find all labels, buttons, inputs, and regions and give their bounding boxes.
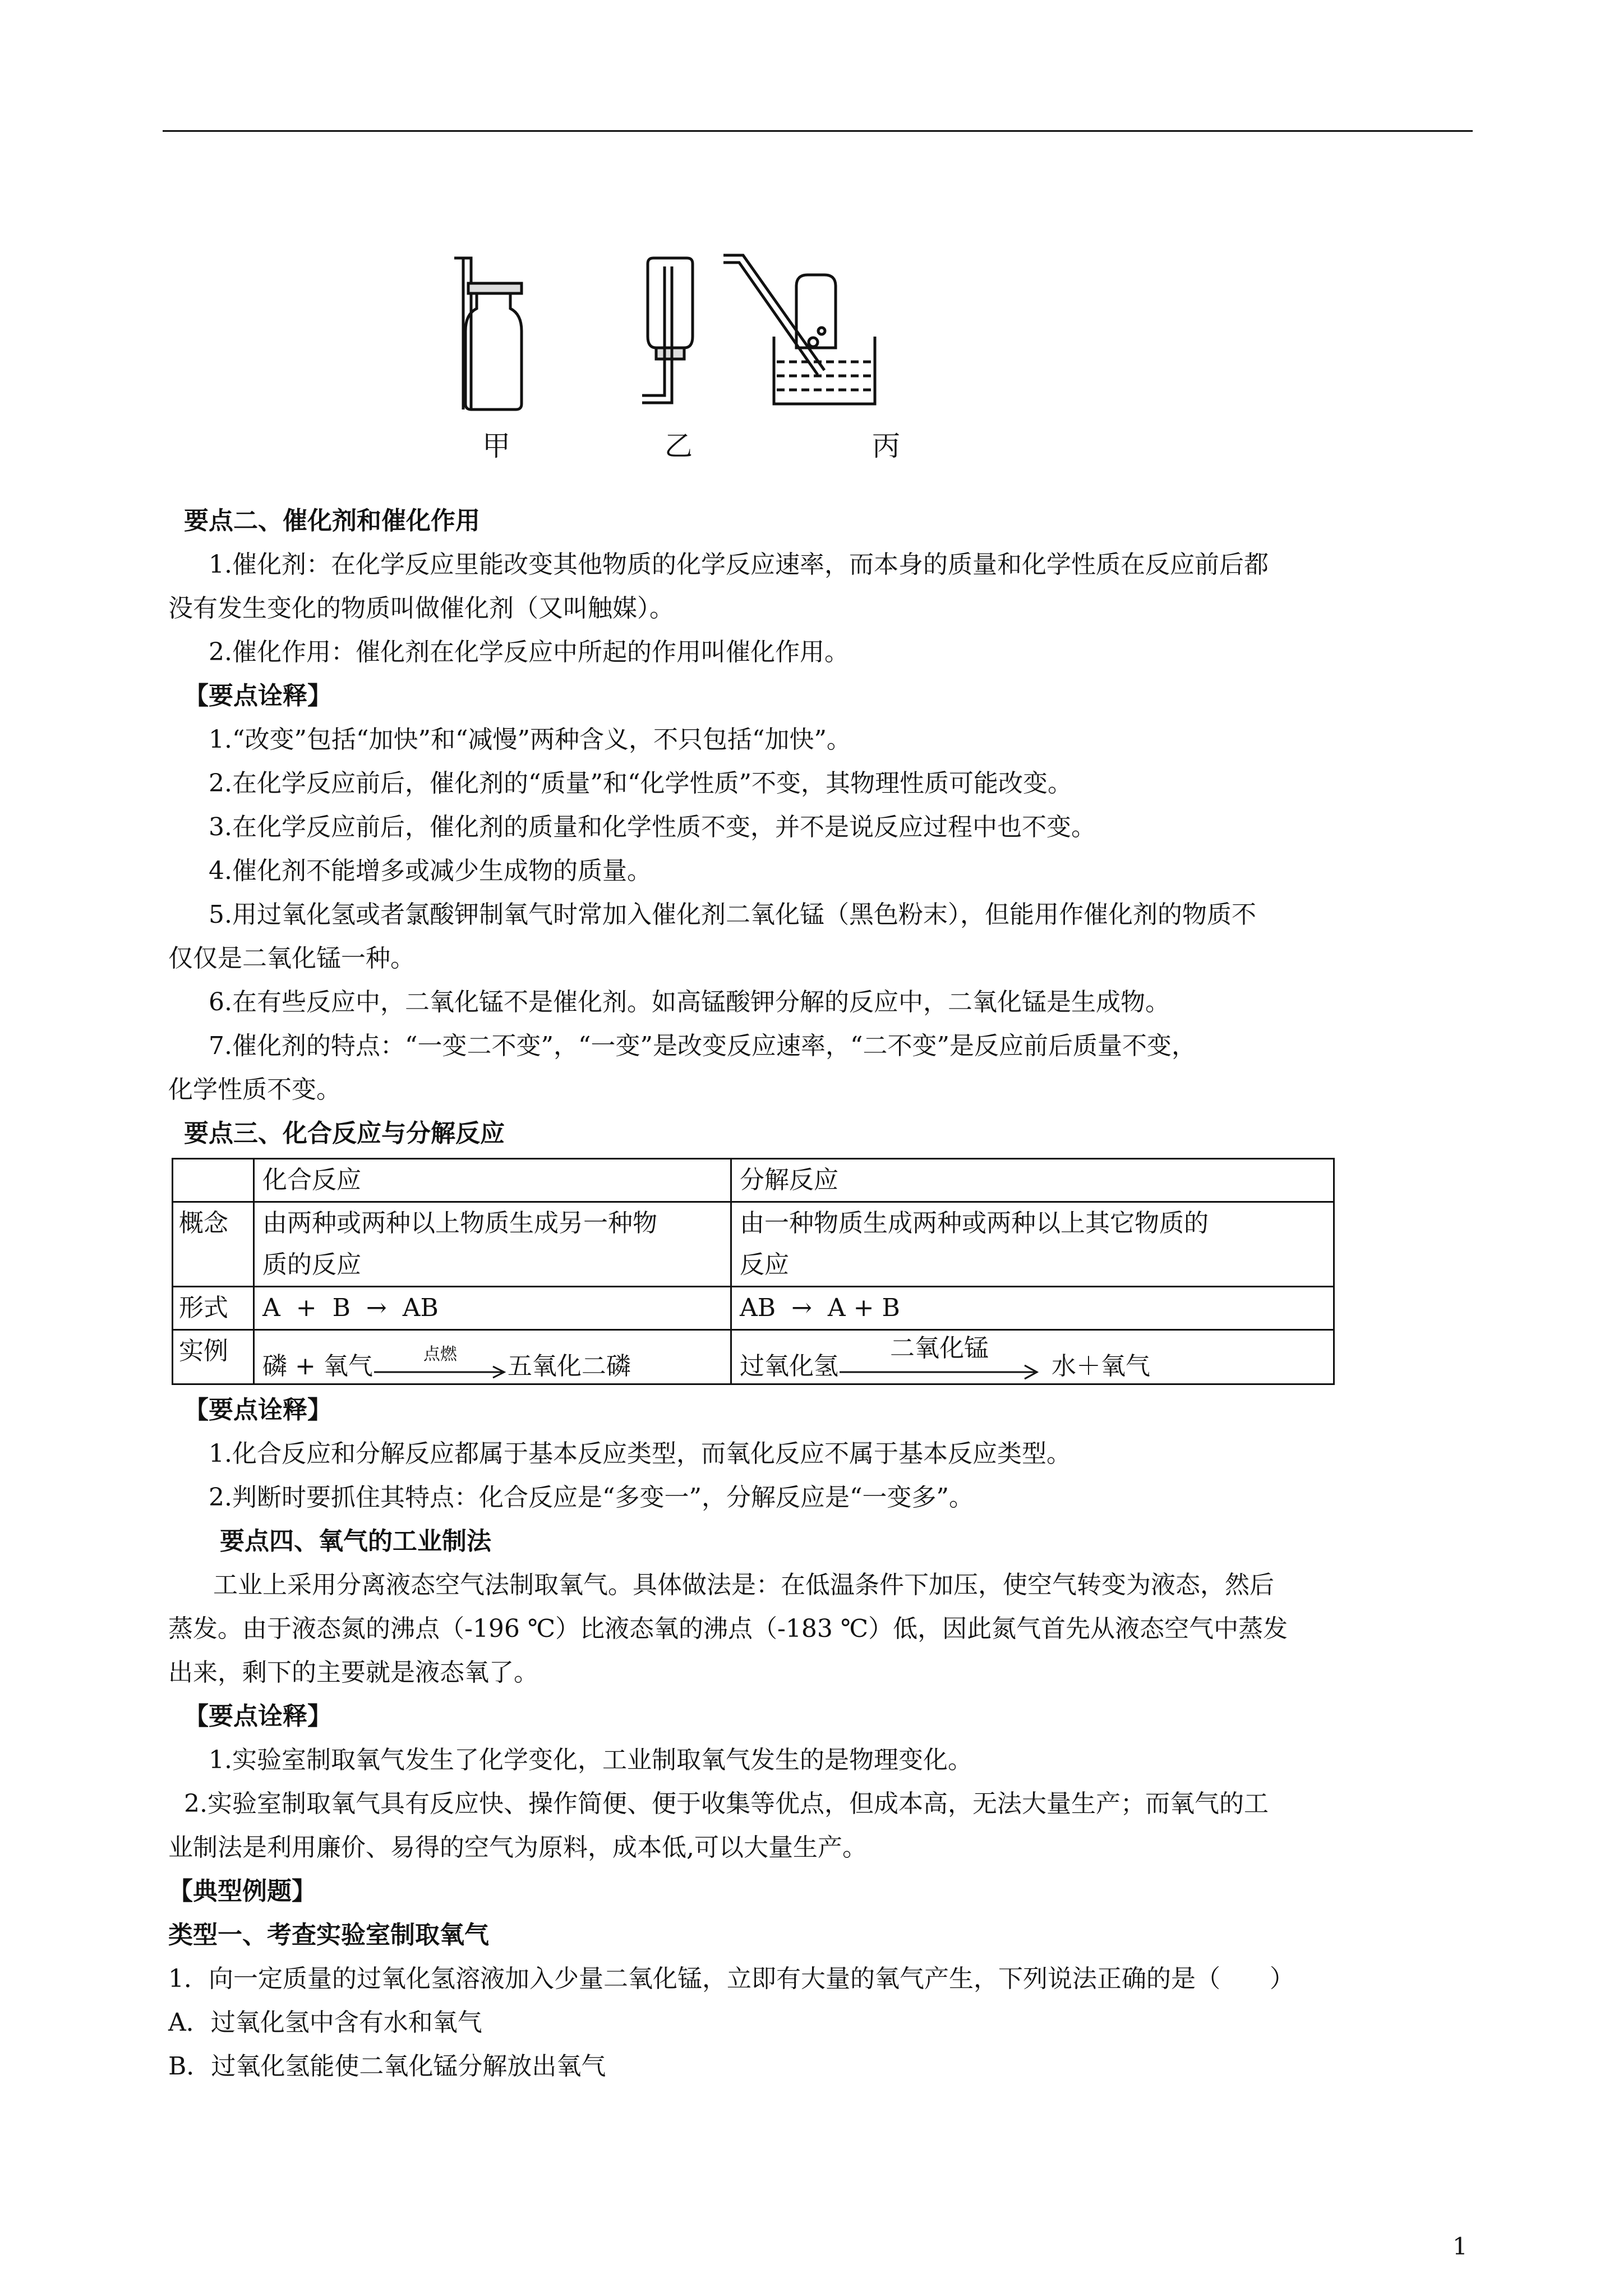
- decomposition-condition: 二氧化锰: [890, 1334, 989, 1363]
- header-rule: [163, 130, 1473, 132]
- form-decomposition: AB → A + B: [731, 1287, 1334, 1330]
- page-number: 1: [1453, 2233, 1468, 2260]
- section3-notes-title: 【要点诠释】: [184, 1396, 332, 1424]
- section4-notes-title: 【要点诠释】: [184, 1702, 332, 1731]
- decomposition-arrow: [838, 1334, 1040, 1383]
- section2-notes-title: 【要点诠释】: [184, 682, 332, 710]
- section2-note6: 6.在有些反应中，二氧化锰不是催化剂。如高锰酸钾分解的反应中，二氧化锰是生成物。: [209, 988, 1170, 1016]
- concept-decomposition-line1: 由一种物质生成两种或两种以上其它物质的: [740, 1209, 1209, 1237]
- gas-collection-figure: [432, 241, 993, 482]
- combination-product: 五氧化二磷: [507, 1352, 631, 1381]
- section2-title: 要点二、催化剂和催化作用: [184, 507, 480, 535]
- section2-note7-line1: 7.催化剂的特点：“一变二不变”，“一变”是改变反应速率，“二不变”是反应前后质量不变，: [209, 1032, 1196, 1060]
- section2-note5-line1: 5.用过氧化氢或者氯酸钾制氧气时常加入催化剂二氧化锰（黑色粉末），但能用作催化剂的物质不: [209, 900, 1256, 929]
- section3-note2: 2.判断时要抓住其特点：化合反应是“多变一”，分解反应是“一变多”。: [209, 1483, 974, 1512]
- question-1-option-a: A．过氧化氢中含有水和氧气: [168, 2008, 482, 2037]
- section2-note4: 4.催化剂不能增多或减少生成物的质量。: [209, 857, 652, 885]
- section4-note2-line1: 2.实验室制取氧气具有反应快、操作简便、便于收集等优点，但成本高，无法大量生产；而氧气的工: [184, 1789, 1269, 1818]
- section3-note1: 1.化合反应和分解反应都属于基本反应类型，而氧化反应不属于基本反应类型。: [209, 1439, 1071, 1468]
- section4-note1: 1.实验室制取氧气发生了化学变化，工业制取氧气发生的是物理变化。: [209, 1746, 972, 1774]
- section4-p-line2: 蒸发。由于液态氮的沸点（-196 ℃）比液态氧的沸点（-183 ℃）低，因此氮气首先从液态空气中蒸发: [168, 1614, 1288, 1643]
- concept-decomposition-line2: 反应: [740, 1250, 789, 1279]
- section2-note3: 3.在化学反应前后，催化剂的质量和化学性质不变，并不是说反应过程中也不变。: [209, 813, 1096, 841]
- type1-title: 类型一、考查实验室制取氧气: [168, 1921, 489, 1949]
- section3-title: 要点三、化合反应与分解反应: [184, 1119, 505, 1148]
- section4-p-line3: 出来，剩下的主要就是液态氧了。: [168, 1658, 538, 1687]
- form-combination: A + B → AB: [254, 1287, 731, 1330]
- concept-combination-cell: [254, 1202, 731, 1287]
- section4-note2-line2: 业制法是利用廉价、易得的空气为原料，成本低,可以大量生产。: [168, 1833, 867, 1862]
- section4-p-line1: 工业上采用分离液态空气法制取氧气。具体做法是：在低温条件下加压，使空气转变为液态，然后: [213, 1571, 1274, 1599]
- decomposition-products: 水＋氧气: [1052, 1352, 1150, 1381]
- combination-arrow: [373, 1345, 508, 1383]
- combination-condition: 点燃: [423, 1345, 457, 1364]
- reaction-type-table: [172, 1158, 1335, 1385]
- row-label-example: 实例: [173, 1330, 254, 1384]
- table-header-row: [173, 1159, 1334, 1202]
- section2-p2: 2.催化作用：催化剂在化学反应中所起的作用叫催化作用。: [209, 638, 849, 666]
- section4-title: 要点四、氧气的工业制法: [220, 1527, 491, 1556]
- concept-combination-line1: 由两种或两种以上物质生成另一种物: [262, 1209, 657, 1237]
- question-1-option-b: B．过氧化氢能使二氧化锰分解放出氧气: [168, 2052, 606, 2081]
- section2-p1-line2: 没有发生变化的物质叫做催化剂（又叫触媒）。: [168, 594, 674, 623]
- question-1: 1．向一定质量的过氧化氢溶液加入少量二氧化锰，立即有大量的氧气产生，下列说法正确的是（ ）: [168, 1964, 1294, 1993]
- examples-title: 【典型例题】: [168, 1877, 316, 1906]
- section2-p1-line1: 1.催化剂：在化学反应里能改变其他物质的化学反应速率，而本身的质量和化学性质在反应前后都: [209, 550, 1269, 579]
- row-label-form: 形式: [173, 1287, 254, 1330]
- table-row-concept: [173, 1202, 1334, 1287]
- section2-note7-line2: 化学性质不变。: [168, 1075, 341, 1104]
- combination-reactants: 磷 + 氧气: [262, 1352, 373, 1381]
- figure-label-jia: 甲: [482, 430, 510, 462]
- figure-label-bing: 丙: [872, 430, 900, 462]
- table-header-decomposition: 分解反应: [731, 1159, 1334, 1202]
- section2-note2: 2.在化学反应前后，催化剂的“质量”和“化学性质”不变，其物理性质可能改变。: [209, 769, 1072, 798]
- decomposition-equation: [740, 1331, 1325, 1383]
- table-row-form: [173, 1287, 1334, 1330]
- document-body: [168, 499, 1475, 2088]
- example-decomposition-cell: [731, 1330, 1334, 1384]
- row-label-concept: 概念: [173, 1202, 254, 1287]
- combination-equation: [262, 1331, 722, 1383]
- decomposition-reactant: 过氧化氢: [740, 1352, 838, 1381]
- table-header-combination: 化合反应: [254, 1159, 731, 1202]
- table-row-example: [173, 1330, 1334, 1384]
- table-header-blank: [173, 1159, 254, 1202]
- example-combination-cell: [254, 1330, 731, 1384]
- section2-note1: 1.“改变”包括“加快”和“减慢”两种含义，不只包括“加快”。: [209, 725, 851, 754]
- concept-decomposition-cell: [731, 1202, 1334, 1287]
- section2-note5-line2: 仅仅是二氧化锰一种。: [168, 944, 415, 973]
- apparatus-drawing: [432, 241, 993, 482]
- concept-combination-line2: 质的反应: [262, 1250, 361, 1279]
- figure-label-yi: 乙: [665, 430, 693, 462]
